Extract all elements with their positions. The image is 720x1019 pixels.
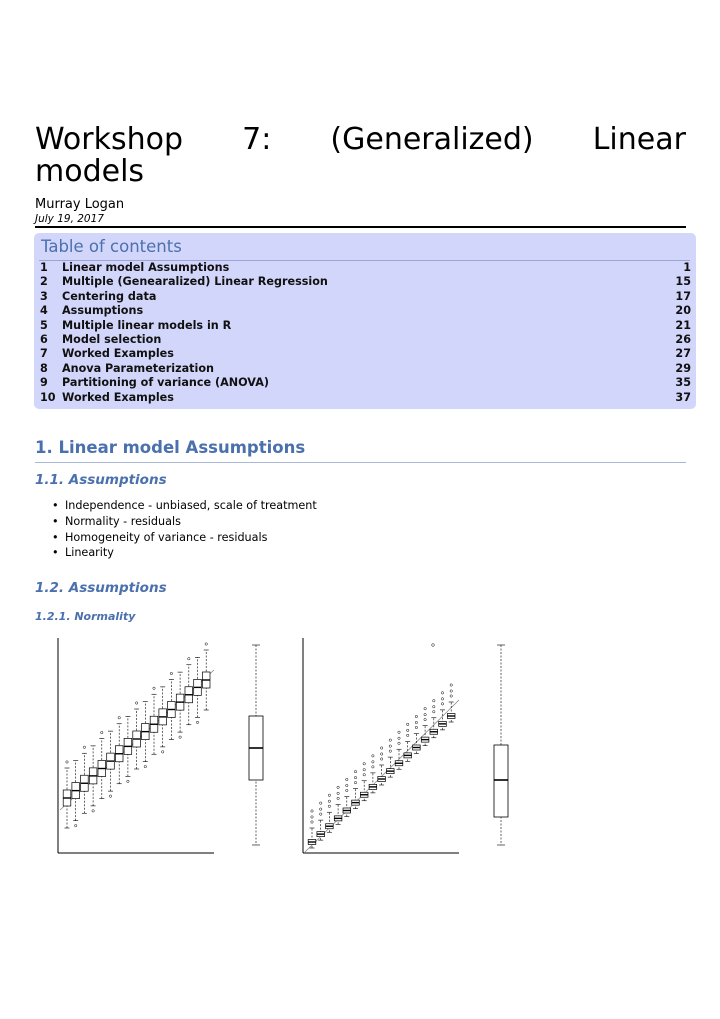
outlier-point — [337, 792, 339, 794]
toc-entry-page: 20 — [675, 304, 691, 318]
bullet-item: • Linearity — [52, 545, 317, 561]
outlier-point — [450, 695, 452, 697]
outlier-point — [433, 700, 435, 702]
outlier-point — [398, 737, 400, 739]
toc-entry[interactable] — [40, 319, 691, 333]
toc-entry-label: Worked Examples — [62, 347, 174, 361]
toc-entry-num: 4 — [40, 304, 48, 318]
bullet-item: • Independence - unbiased, scale of treatment — [52, 498, 317, 514]
outlier-point — [380, 753, 382, 755]
outlier-point — [328, 805, 330, 807]
toc-entry-num: 1 — [40, 261, 48, 274]
outlier-point — [170, 672, 172, 674]
outlier-point — [441, 703, 443, 705]
title-word: 7: — [242, 122, 272, 157]
skewed-boxplots-figure — [275, 630, 535, 860]
outlier-point — [398, 742, 400, 744]
outlier-point — [153, 687, 155, 689]
outlier-point — [109, 795, 111, 797]
outlier-point — [407, 723, 409, 725]
outlier-point — [205, 643, 207, 645]
outlier-point — [320, 813, 322, 815]
bullet-item: • Homogeneity of variance - residuals — [52, 530, 317, 546]
toc-entry-label: Multiple (Genearalized) Linear Regression — [62, 275, 328, 289]
outlier-point — [441, 698, 443, 700]
toc-entry-num: 6 — [40, 332, 48, 346]
toc-entry-page: 21 — [675, 318, 691, 332]
outlier-point — [346, 784, 348, 786]
outlier-point — [389, 750, 391, 752]
outlier-point — [380, 747, 382, 749]
toc-entry-page: 29 — [675, 361, 691, 375]
outlier-point — [118, 717, 120, 719]
outlier-point — [127, 780, 129, 782]
subsection-heading: 1.1. Assumptions — [35, 472, 167, 488]
outlier-point — [92, 810, 94, 812]
toc-entry-label: Multiple linear models in R — [62, 318, 232, 332]
bullet-item: • Normality - residuals — [52, 514, 317, 530]
toc-entry-num: 8 — [40, 361, 48, 375]
section-heading: 1. Linear model Assumptions — [35, 438, 306, 457]
outlier-point — [415, 721, 417, 723]
toc-entry-label: Worked Examples — [62, 390, 174, 404]
outlier-point — [337, 797, 339, 799]
outlier-point — [75, 824, 77, 826]
toc-entry[interactable] — [40, 347, 691, 361]
outlier-point — [441, 692, 443, 694]
outlier-point — [415, 726, 417, 728]
section-rule — [35, 462, 686, 463]
toc-entry-num: 2 — [40, 275, 48, 289]
outlier-point — [372, 766, 374, 768]
toc-entry-page: 35 — [675, 376, 691, 390]
outlier-point — [188, 658, 190, 660]
outlier-point — [407, 729, 409, 731]
toc-entry-label: Assumptions — [62, 304, 144, 318]
outlier-point — [363, 763, 365, 765]
outlier-point — [424, 707, 426, 709]
outlier-point — [415, 715, 417, 717]
toc-entry[interactable] — [40, 290, 691, 304]
toc-entry-page: 1 — [683, 261, 691, 274]
outlier-point — [346, 789, 348, 791]
outlier-point — [144, 765, 146, 767]
title-word: (Generalized) — [330, 122, 534, 157]
outlier-point — [424, 713, 426, 715]
table-of-contents — [34, 233, 696, 409]
toc-entry-label: Linear model Assumptions — [62, 261, 230, 274]
outlier-point — [162, 751, 164, 753]
outlier-point — [450, 690, 452, 692]
outlier-point — [432, 644, 435, 647]
marginal-box — [494, 745, 508, 817]
outlier-point — [354, 781, 356, 783]
title-word: Linear — [592, 122, 686, 157]
toc-entry-num: 9 — [40, 376, 48, 390]
outlier-point — [450, 684, 452, 686]
outlier-point — [398, 731, 400, 733]
author: Murray Logan — [35, 197, 125, 212]
toc-entry-label: Anova Parameterization — [62, 361, 214, 375]
reference-line — [305, 700, 459, 852]
title-rule — [35, 226, 686, 228]
outlier-point — [320, 802, 322, 804]
toc-entry-page: 27 — [675, 347, 691, 361]
outlier-point — [135, 702, 137, 704]
outlier-point — [407, 734, 409, 736]
toc-entry[interactable] — [40, 333, 691, 347]
outlier-point — [372, 755, 374, 757]
toc-entry[interactable] — [40, 261, 691, 275]
subsection-heading: 1.2. Assumptions — [35, 580, 167, 596]
toc-entry-num: 7 — [40, 347, 48, 361]
outlier-point — [83, 746, 85, 748]
toc-entry-num: 5 — [40, 318, 48, 332]
outlier-point — [328, 794, 330, 796]
outlier-point — [346, 778, 348, 780]
outlier-point — [311, 821, 313, 823]
document-title — [35, 124, 686, 188]
outlier-point — [101, 731, 103, 733]
outlier-point — [320, 808, 322, 810]
outlier-point — [433, 711, 435, 713]
toc-entry[interactable] — [40, 391, 691, 405]
normal-boxplots-figure — [30, 630, 290, 860]
bullet-list — [52, 498, 317, 561]
toc-list — [40, 261, 691, 405]
outlier-point — [354, 776, 356, 778]
outlier-point — [424, 718, 426, 720]
toc-entry[interactable] — [40, 304, 691, 318]
toc-entry-label: Centering data — [62, 289, 157, 303]
outlier-point — [372, 761, 374, 763]
outlier-point — [179, 736, 181, 738]
toc-entry[interactable] — [40, 275, 691, 289]
outlier-point — [389, 745, 391, 747]
toc-entry-num: 3 — [40, 289, 48, 303]
outlier-point — [354, 770, 356, 772]
outlier-point — [337, 786, 339, 788]
toc-entry-page: 26 — [675, 332, 691, 346]
toc-entry[interactable] — [40, 376, 691, 390]
date: July 19, 2017 — [35, 213, 104, 225]
outlier-point — [311, 816, 313, 818]
outlier-point — [328, 800, 330, 802]
outlier-point — [380, 758, 382, 760]
subsubsection-heading: 1.2.1. Normality — [35, 610, 136, 623]
title-word: Workshop — [35, 122, 184, 157]
outlier-point — [363, 774, 365, 776]
toc-entry-page: 15 — [675, 275, 691, 289]
outlier-point — [363, 769, 365, 771]
outlier-point — [196, 721, 198, 723]
outlier-point — [433, 706, 435, 708]
toc-entry-num: 10 — [40, 390, 56, 404]
toc-entry-label: Model selection — [62, 332, 162, 346]
title-line2: models — [35, 154, 145, 189]
toc-entry-page: 37 — [675, 390, 691, 404]
toc-entry-page: 17 — [675, 289, 691, 303]
toc-entry-label: Partitioning of variance (ANOVA) — [62, 376, 269, 390]
outlier-point — [66, 761, 68, 763]
outlier-point — [311, 810, 313, 812]
toc-entry[interactable] — [40, 362, 691, 376]
toc-heading: Table of contents — [41, 237, 182, 256]
outlier-point — [389, 739, 391, 741]
